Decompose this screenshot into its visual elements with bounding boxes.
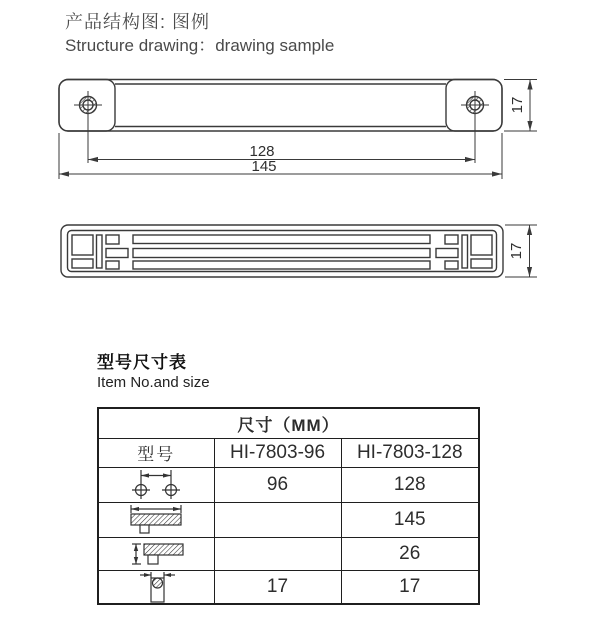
value-cell: 96	[214, 467, 341, 502]
projection-icon	[98, 537, 214, 570]
table-row	[98, 537, 479, 570]
dim-145-label: 145	[251, 158, 277, 175]
table-row	[98, 467, 479, 502]
value-cell: 26	[341, 537, 479, 570]
table-header-unit: 尺寸（MM）	[98, 408, 479, 438]
dimension-overall-length	[59, 133, 502, 179]
slot-grooves	[133, 235, 430, 269]
table-row	[98, 570, 479, 604]
page-title-en: Structure drawing：drawing sample	[65, 36, 335, 55]
value-cell: 17	[341, 570, 479, 604]
dimension-hole-distance	[88, 143, 475, 162]
value-cell	[214, 502, 341, 537]
value-cell: 128	[341, 467, 479, 502]
front-view-drawing	[59, 80, 537, 180]
model-name-cell: HI-7803-128	[341, 438, 479, 467]
dimension-front-height	[504, 80, 537, 132]
rib-pattern-left	[72, 235, 128, 269]
dim-17-top-label: 17	[507, 242, 525, 260]
model-name-cell: HI-7803-96	[214, 438, 341, 467]
screw-hole-left-icon	[74, 91, 102, 163]
value-cell: 145	[341, 502, 479, 537]
size-table-title-en: Item No.and size	[97, 374, 210, 391]
screw-hole-right-icon	[461, 91, 489, 163]
overall-length-icon	[98, 502, 214, 537]
table-row	[98, 502, 479, 537]
size-table	[97, 407, 480, 605]
size-table-title-cn: 型号尺寸表	[97, 353, 187, 372]
dimension-top-height	[505, 225, 537, 277]
model-label-cell: 型号	[98, 438, 214, 467]
value-cell: 17	[214, 570, 341, 604]
top-view-drawing	[61, 225, 537, 277]
rib-pattern-right	[436, 235, 492, 269]
hole-distance-icon	[98, 467, 214, 502]
page-title-cn: 产品结构图: 图例	[65, 12, 211, 32]
section-diameter-icon	[98, 570, 214, 604]
dim-17-front-label: 17	[508, 96, 526, 114]
value-cell	[214, 537, 341, 570]
dim-128-label: 128	[249, 143, 275, 160]
